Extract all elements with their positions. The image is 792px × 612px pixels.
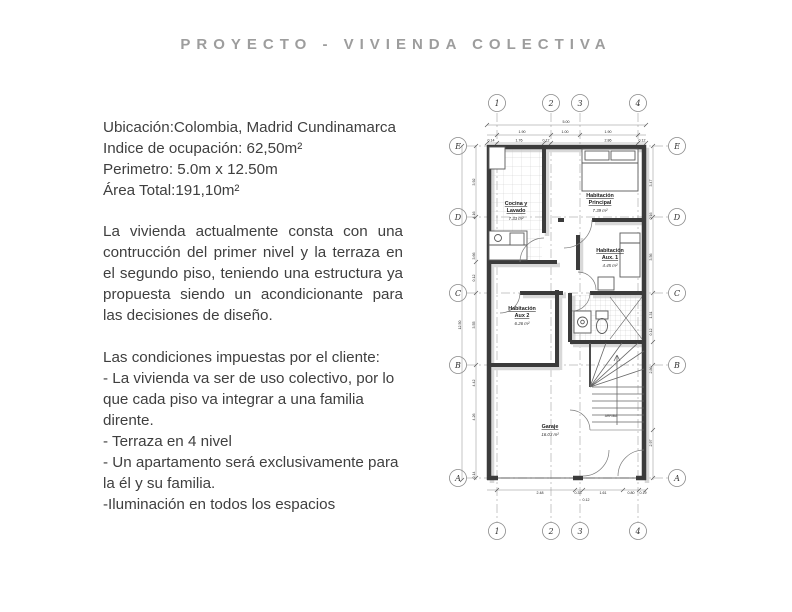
grid-bubble-right-C-label: C — [673, 288, 681, 298]
dim-bottom: 2.48 — [536, 491, 544, 495]
condition-line: - Terraza en 4 nivel — [103, 433, 232, 450]
project-text-column — [103, 117, 403, 515]
washing-machine — [574, 311, 591, 333]
dim-top: 0.12 — [542, 138, 550, 143]
dim-bottom: 1.61 — [599, 491, 607, 495]
grid-bubble-bottom-1-label: 1 — [494, 526, 500, 536]
condition-line: -Iluminación en todos los espacios — [103, 496, 336, 513]
dim-right: 0.12 — [649, 328, 653, 336]
grid-bubble-left-D-label: D — [454, 212, 462, 222]
dim-bottom: 0.33 — [574, 491, 582, 495]
dim-top: 5.00 — [562, 120, 570, 124]
floor-plan-drawing — [440, 85, 690, 555]
grid-bubble-left-B-label: B — [455, 360, 461, 370]
dim-right: 0.16 — [649, 212, 653, 220]
room-name: Principal — [588, 200, 612, 206]
dim-right: 2.97 — [649, 439, 653, 447]
room-area: 7.39 m² — [592, 208, 608, 213]
info-line: Área Total:191,10m² — [103, 182, 240, 199]
grid-bubble-right-B-label: B — [674, 360, 680, 370]
dim-right: 1.31 — [649, 311, 653, 319]
room-name: Aux 2 — [514, 313, 530, 319]
dim-left: 4.42 — [472, 379, 476, 387]
room-area: 7.33 m² — [508, 216, 524, 221]
grid-bubble-left-E-label: E — [455, 141, 461, 151]
grid-bubble-top-2-label: 2 — [548, 98, 554, 108]
condition-line: Las condiciones impuestas por el cliente: — [103, 349, 380, 366]
grid-bubble-left-C-label: C — [454, 288, 462, 298]
room-area: 16.03 m² — [541, 432, 559, 437]
dim-left: 4.26 — [472, 413, 476, 421]
dim-top: 1.00 — [561, 130, 569, 134]
room-name: Habitación — [596, 248, 624, 254]
dim-right: 2.86 — [649, 366, 653, 374]
dim-top: 1.90 — [518, 130, 526, 134]
bed-principal — [582, 149, 638, 191]
room-name: Garaje — [541, 424, 559, 430]
door-garage-2 — [618, 450, 644, 476]
dim-left: 4.16 — [472, 211, 476, 219]
dim-left: 0.12 — [472, 274, 476, 282]
condition-line: - Un apartamento será exclusivamente para la él y su familia. — [103, 454, 399, 492]
info-line: Indice de ocupación: 62,50m² — [103, 140, 303, 157]
grid-bubble-top-3-label: 3 — [577, 98, 583, 108]
stair-treads — [592, 387, 644, 422]
grid-bubble-bottom-3-label: 3 — [577, 526, 583, 536]
dim-left: 12.50 — [458, 320, 462, 330]
condition-line: - La vivienda va ser de uso colectivo, por lo que cada piso va integrar a una familia dirente. — [103, 370, 395, 429]
grid-bubble-top-1-label: 1 — [494, 98, 500, 108]
door-aux1 — [578, 272, 596, 290]
dim-left: 0.14 — [472, 471, 476, 479]
room-name: Aux. 1 — [601, 255, 619, 261]
dim-top: 2.86 — [604, 138, 612, 143]
grid-bubble-left-A-label: A — [455, 473, 461, 483]
project-description: La vivienda actualmente consta con una contrucción del primer nivel y la terraza en el segundo piso, teniendo una estructura ya propuesta siendo un acondicionante para las decisiones de diseño. — [103, 223, 403, 324]
bed-aux1 — [598, 233, 640, 290]
info-line: Ubicación:Colombia, Madrid Cundinamarca — [103, 119, 396, 136]
grid-bubble-bottom-2-label: 2 — [548, 526, 554, 536]
dim-bottom: 0.80 — [627, 491, 635, 495]
dim-left: 3.66 — [472, 252, 476, 260]
grid-bubble-bottom-4-label: 4 — [635, 526, 641, 536]
dim-top: 0.14 — [487, 138, 495, 143]
grid-bubble-top-4-label: 4 — [635, 98, 641, 108]
dim-left: 3.92 — [472, 178, 476, 186]
page-title: PROYECTO - VIVIENDA COLECTIVA — [180, 36, 612, 53]
floor-plan — [440, 85, 690, 555]
dim-right: 3.47 — [649, 179, 653, 187]
room-name: Lavado — [506, 208, 526, 214]
door-garage-1 — [583, 450, 609, 476]
room-area: 4.45 m² — [602, 263, 618, 268]
grid-bubble-right-D-label: D — [673, 212, 681, 222]
dim-top: 1.76 — [515, 138, 523, 143]
client-conditions — [103, 347, 403, 515]
room-name: Habitación — [508, 306, 536, 312]
room-area: 6.26 m² — [514, 321, 530, 326]
dim-bottom: 0.12 — [582, 498, 590, 502]
dim-top: 1.90 — [604, 130, 612, 134]
room-name: Cocina y — [504, 201, 528, 207]
project-info — [103, 117, 403, 201]
dim-bottom: 0.19 — [639, 491, 647, 495]
info-line: Perimetro: 5.0m x 12.50m — [103, 161, 278, 178]
grid-bubble-right-A-label: A — [674, 473, 680, 483]
grid-bubble-right-E-label: E — [674, 141, 680, 151]
dim-right: 3.56 — [649, 253, 653, 261]
dim-left: 3.55 — [472, 321, 476, 329]
dim-top: 0.12 — [638, 138, 646, 143]
stair-arriba-label: ARRIBA — [604, 414, 618, 418]
room-name: Habitación — [586, 193, 614, 199]
